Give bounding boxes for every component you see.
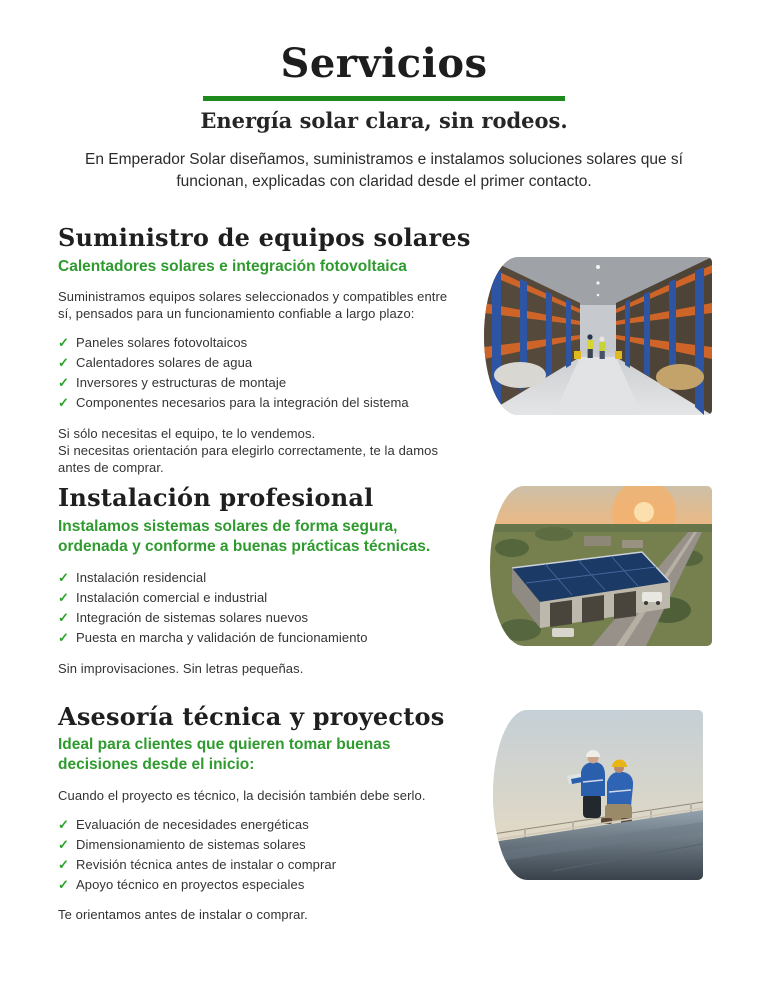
aerial-solar-roof-photo: [490, 486, 712, 646]
check-icon: ✓: [58, 877, 69, 893]
check-icon: ✓: [58, 334, 69, 350]
list-item: [58, 856, 473, 873]
section-notes: [58, 660, 458, 677]
list-item: [58, 629, 473, 646]
list-item: [58, 816, 473, 833]
warehouse-photo: [484, 257, 712, 415]
check-icon: ✓: [58, 857, 69, 873]
section-image-column: [473, 224, 712, 415]
list-item-label: Integración de sistemas solares nuevos: [76, 610, 309, 626]
list-item-label: Calentadores solares de agua: [76, 355, 253, 371]
list-item-label: Instalación residencial: [76, 569, 207, 585]
check-icon: ✓: [58, 395, 69, 411]
check-icon: ✓: [58, 569, 69, 585]
list-item-label: Puesta en marcha y validación de funcionamiento: [76, 630, 368, 646]
section-heading: Instalación profesional: [58, 483, 374, 513]
list-item: [58, 876, 473, 893]
tagline: Energía solar clara, sin rodeos.: [200, 108, 568, 133]
intro-paragraph: En Emperador Solar diseñamos, suministramos e instalamos soluciones solares que sí funcionan, explicadas con claridad desde el primer contacto.: [85, 151, 683, 191]
section-text-column: [58, 224, 473, 476]
section-heading: Asesoría técnica y proyectos: [58, 701, 445, 731]
section-body: Suministramos equipos solares seleccionados y compatibles entre sí, pensados para un funcionamiento confiable a largo plazo:: [58, 288, 448, 321]
section-image-column: [473, 484, 712, 646]
list-item: [58, 394, 473, 411]
page-header: [0, 0, 768, 194]
note-line: Si sólo necesitas el equipo, te lo vendemos.: [58, 425, 316, 441]
list-item: [58, 609, 473, 626]
check-icon: ✓: [58, 375, 69, 391]
section-subheading: Calentadores solares e integración fotovoltaica: [58, 257, 407, 275]
note-line: Sin improvisaciones. Sin letras pequeñas.: [58, 660, 304, 676]
list-item-label: Instalación comercial e industrial: [76, 590, 268, 606]
list-item-label: Revisión técnica antes de instalar o comprar: [76, 857, 337, 873]
section-heading: Suministro de equipos solares: [58, 222, 471, 252]
warehouse-photo-illustration: [484, 257, 712, 415]
check-icon: ✓: [58, 816, 69, 832]
section-image-column: [473, 703, 712, 880]
list-item: [58, 334, 473, 351]
technicians-photo: [493, 710, 703, 880]
section-instalacion: [0, 484, 768, 677]
list-item: [58, 354, 473, 371]
section-body: Cuando el proyecto es técnico, la decisión también debe serlo.: [58, 787, 426, 803]
check-icon: ✓: [58, 836, 69, 852]
section-notes: [58, 906, 458, 923]
list-item-label: Evaluación de necesidades energéticas: [76, 816, 309, 832]
list-item-label: Dimensionamiento de sistemas solares: [76, 836, 306, 852]
section-suministro: [0, 224, 768, 476]
section-checklist: [58, 334, 473, 412]
list-item-label: Inversores y estructuras de montaje: [76, 375, 287, 391]
page-title: Servicios: [280, 40, 488, 87]
list-item: [58, 589, 473, 606]
technicians-photo-illustration: [493, 710, 703, 880]
section-subheading: Instalamos sistemas solares de forma segura, ordenada y conforme a buenas prácticas técnicas.: [58, 517, 431, 555]
section-subheading: Ideal para clientes que quieren tomar buenas decisiones desde el inicio:: [58, 736, 391, 774]
section-checklist: [58, 816, 473, 894]
check-icon: ✓: [58, 630, 69, 646]
note-line: Si necesitas orientación para elegirlo correctamente, te la damos antes de comprar.: [58, 442, 439, 475]
list-item-label: Paneles solares fotovoltaicos: [76, 334, 248, 350]
list-item: [58, 374, 473, 391]
section-notes: [58, 425, 458, 476]
aerial-solar-roof-illustration: [490, 486, 712, 646]
check-icon: ✓: [58, 355, 69, 371]
section-text-column: [58, 703, 473, 924]
section-text-column: [58, 484, 473, 677]
note-line: Te orientamos antes de instalar o comprar.: [58, 907, 308, 923]
green-divider: [203, 96, 565, 101]
list-item-label: Apoyo técnico en proyectos especiales: [76, 877, 305, 893]
check-icon: ✓: [58, 610, 69, 626]
list-item: [58, 569, 473, 586]
section-checklist: [58, 569, 473, 647]
check-icon: ✓: [58, 590, 69, 606]
section-asesoria: [0, 703, 768, 924]
list-item: [58, 836, 473, 853]
list-item-label: Componentes necesarios para la integración del sistema: [76, 395, 409, 411]
